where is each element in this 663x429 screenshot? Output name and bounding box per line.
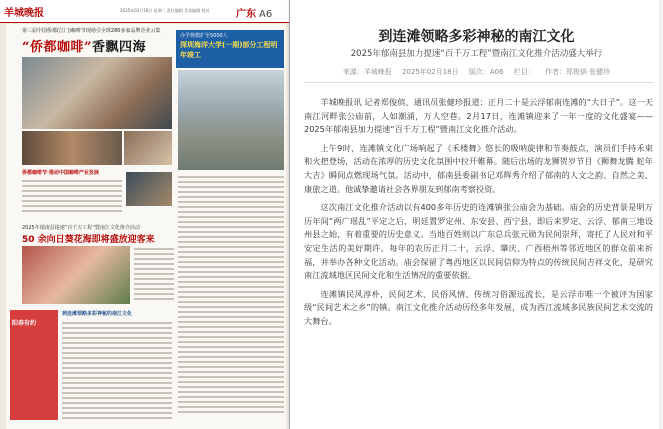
newspaper-section	[236, 5, 272, 20]
news-bottom-ad-label: 阳春有约	[12, 320, 37, 327]
article-title: 到连滩领略多彩神秘的南江文化	[378, 29, 575, 45]
headline-red: “侨都咖啡”	[22, 40, 92, 55]
scrollbar[interactable]	[659, 0, 663, 429]
newspaper-headline[interactable]	[22, 36, 146, 55]
article-paragraph: 这次南江文化推介活动以有400多年历史的连滩镇张公庙会为基础。庙会的历史背景是明万历年间“两广瑶乱”平定之后，明廷置罗定州、东安县、西宁县，即后来罗定、云浮、郁南三地设州县之始，有着重要的历史意义。当地百姓则以广东总兵张元勋为民间崇拜，寄托了人民对和平安定生活的美好期许。每年的农历正月二十，云浮、肇庆、广西梧州等邻近地区的群众前来祈福，并举办各种文化活动。庙会保留了粤西地区以民间信仰为特点的传统民间吉祥文化，是研究南江流域地区民间文化和生活情况的重要依据。	[304, 202, 653, 281]
news-right-title[interactable]: 深圳海洋大学(一期)部分工程明年竣工	[180, 41, 278, 59]
newspaper-kicker: 第三届中国侨都(江门)咖啡节现场引全球280多家品牌企业云集	[22, 28, 161, 34]
news-bottom-headline[interactable]: 到连滩领略多彩神秘的南江文化	[62, 311, 133, 317]
article-reader	[290, 0, 663, 429]
article-source: 来源：羊城晚报	[342, 68, 392, 76]
newspaper-header-meta: 2025年02月18日 星期二 责任编辑 美术编辑 校对	[120, 8, 210, 13]
article-text-block	[22, 180, 122, 215]
news-photo-tertiary	[124, 131, 172, 165]
article-body	[304, 96, 653, 334]
news-photo-main	[22, 57, 172, 129]
news-right-photo	[178, 70, 284, 170]
article-author: 作者：郑俊傧 张健珍	[545, 68, 611, 76]
article-paragraph: 上午9时，连滩镇文化广场响起了《禾楼舞》悠长的吸呐旋律和节奏鼓点，演员们手持禾束和火把登场，活动在浓厚的历史文化氛围中拉开帷幕。随后出场的龙狮贺岁节目《狮舞龙腾 蛇年大吉》瞬间点燃现场气氛。活动中，郁南县委副书记邓辉秀介绍了郁南的人文之韵、自然之美、康旅之道。他诚挚邀请社会各界朋友到郁南考察投资。	[304, 142, 653, 194]
article-text-block	[134, 248, 174, 303]
article-subtitle: 2025年郁南县加力提速“百千万工程”暨南江文化推介活动盛大举行	[350, 49, 603, 59]
news-ad-photo	[22, 246, 130, 304]
newspaper-page-view[interactable]	[0, 0, 290, 429]
divider	[304, 82, 654, 83]
news-ad-headline[interactable]: 50 余向日葵花海即将盛放迎客来	[22, 235, 155, 245]
news-ad-kicker: 2025年郁南县提速“百千万工程”暨南江文化推介活动	[22, 225, 140, 231]
section-name: 广东	[236, 9, 256, 20]
article-text-block	[62, 322, 172, 422]
article-paragraph: 连滩镇民风淳朴，民间艺术、民俗风情、传统习俗源远流长，是云浮市唯一个被评为国家级“民间艺术之乡”的镇。南江文化推介活动历经多年发展，成为西江流域多民族民间艺术交流的大舞台。	[304, 288, 653, 326]
newspaper-subheadline: 侨都咖啡节·推动中国咖啡产业发展	[22, 170, 99, 176]
article-edition: 版次：A06	[468, 68, 504, 76]
article-date: 2025年02月18日	[401, 68, 459, 76]
article-meta	[290, 67, 663, 77]
article-column: 栏目：	[513, 68, 535, 76]
newspaper-header	[0, 0, 290, 23]
news-right-kicker: 办学规模扩至5000人	[180, 33, 228, 39]
article-paragraph: 羊城晚报讯 记者郑俊傧、通讯员张健珍报道：正月二十是云浮郁南连滩的“大日子”。这一天南江河畔张公庙前，人如潮涌，万人空巷。2月17日，连滩镇迎来了一年一度的文化盛宴——2025年郁南县加力提速“百千万工程”暨南江文化推介活动。	[304, 97, 653, 135]
news-photo-secondary	[22, 131, 122, 165]
article-text-block	[178, 176, 284, 416]
news-photo-quaternary	[126, 172, 172, 206]
newspaper-logo: 羊城晚报	[4, 8, 44, 19]
headline-dark: 香飘四海	[91, 40, 146, 55]
page-number: A6	[259, 9, 273, 20]
